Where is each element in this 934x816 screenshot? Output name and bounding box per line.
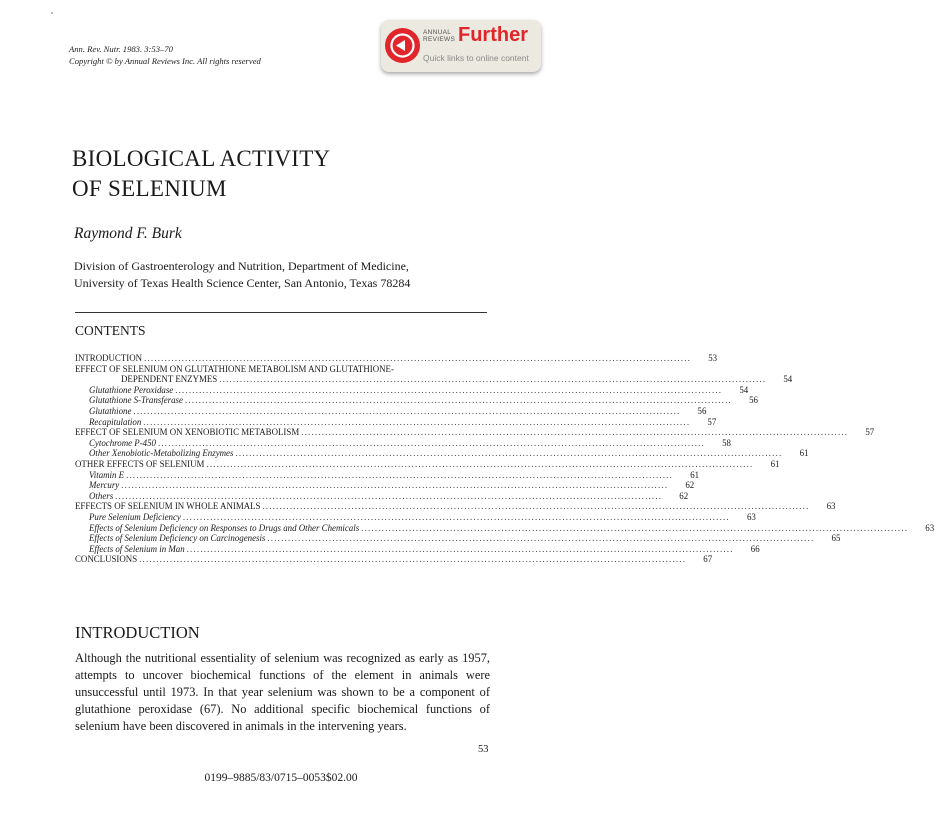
toc-entry-page: 54: [783, 374, 793, 385]
toc-entry-label: Effects of Selenium in Man: [89, 543, 185, 554]
title-line-1: BIOLOGICAL ACTIVITY: [72, 146, 331, 171]
toc-entry-label: Other Xenobiotic-Metabolizing Enzymes: [89, 448, 234, 459]
toc-entry-label: Mercury: [89, 480, 120, 491]
introduction-heading: INTRODUCTION: [75, 623, 200, 642]
table-of-contents: [75, 353, 934, 565]
toc-entry-page: 56: [697, 405, 707, 416]
toc-entry[interactable]: [75, 501, 836, 512]
author-name: Raymond F. Burk: [74, 225, 182, 242]
toc-entry-page: 65: [831, 533, 841, 544]
article-title: [72, 144, 330, 204]
toc-entry[interactable]: [75, 437, 731, 449]
toc-leader-dots: ................................................................................................................................................................: [157, 437, 705, 448]
toc-leader-dots: ................................................................................................................................................................: [143, 416, 691, 427]
toc-leader-dots: ................................................................................................................................................................: [126, 469, 674, 480]
toc-entry-label: Glutathione: [89, 405, 132, 416]
toc-entry-page: 58: [722, 437, 731, 448]
annual-reviews-wordmark: ANNUAL REVIEWS: [423, 29, 456, 43]
annual-reviews-further-banner[interactable]: [381, 20, 541, 72]
toc-entry[interactable]: [75, 480, 695, 491]
toc-leader-dots: ................................................................................................................................................................: [182, 511, 730, 522]
toc-entry-label: Pure Selenium Deficiency: [89, 511, 181, 522]
toc-entry[interactable]: [75, 427, 875, 438]
toc-leader-dots: ................................................................................................................................................................: [301, 427, 849, 438]
toc-entry[interactable]: [75, 416, 717, 428]
quick-links-text: Quick links to online content: [423, 53, 529, 63]
toc-entry[interactable]: [75, 405, 707, 417]
toc-leader-dots: ................................................................................................................................................................: [219, 374, 767, 385]
toc-entry[interactable]: [75, 522, 934, 534]
toc-entry-label: CONCLUSIONS: [75, 554, 138, 565]
toc-entry[interactable]: [75, 458, 780, 470]
citation-line-2: Copyright © by Annual Reviews Inc. All rights reserved: [69, 56, 261, 66]
toc-entry-page: 63: [826, 501, 836, 512]
toc-leader-dots: ................................................................................................................................................................: [361, 522, 909, 533]
toc-leader-dots: ................................................................................................................................................................: [139, 554, 687, 565]
toc-entry[interactable]: [75, 469, 700, 481]
toc-entry[interactable]: [75, 353, 718, 364]
contents-heading: CONTENTS: [75, 323, 146, 338]
toc-entry-label: DEPENDENT ENZYMES: [121, 374, 218, 385]
toc-entry-page: 63: [925, 522, 934, 533]
toc-entry[interactable]: [75, 490, 689, 502]
article-code: 0199–9885/83/0715–0053$02.00: [204, 772, 358, 784]
author-affiliation: Division of Gastroenterology and Nutrition, Department of Medicine, University of Texas Health Science Center, San Antonio, Texas 78284: [74, 259, 411, 290]
toc-leader-dots: ................................................................................................................................................................: [133, 405, 681, 416]
toc-entry[interactable]: [75, 511, 756, 523]
toc-entry[interactable]: [75, 395, 758, 406]
toc-entry-page: 62: [685, 480, 695, 491]
toc-entry-page: 61: [770, 458, 780, 469]
toc-entry-label: Recapitulation: [89, 416, 142, 427]
toc-entry[interactable]: [75, 448, 809, 459]
toc-leader-dots: ................................................................................................................................................................: [115, 490, 663, 501]
toc-entry-label: EFFECTS OF SELENIUM IN WHOLE ANIMALS: [75, 501, 261, 512]
toc-entry-page: 57: [865, 427, 875, 438]
citation-line-1: Ann. Rev. Nutr. 1983. 3:53–70: [69, 44, 173, 54]
introduction-paragraph: Although the nutritional essentiality of selenium was recognized as early as 1957, attempts to uncover biochemical functions of the element in animals were unsuccessful until 1973. In that year selenium was shown to be a component of glutathione peroxidase (67). No additional specific biochemical functions of selenium have been discovered in animals in the intervening years.: [75, 651, 490, 734]
toc-entry-page: 67: [703, 554, 713, 565]
toc-entry-label: Effects of Selenium Deficiency on Carcinogenesis: [89, 533, 266, 544]
further-wordmark: Further: [458, 24, 528, 46]
page-number: 53: [478, 744, 489, 755]
toc-entry-label: INTRODUCTION: [75, 353, 143, 363]
toc-entry[interactable]: [75, 543, 760, 555]
toc-entry-page: 61: [690, 469, 700, 480]
toc-leader-dots: ................................................................................................................................................................: [184, 395, 732, 406]
toc-entry-page: 56: [749, 395, 758, 406]
toc-entry[interactable]: [75, 533, 841, 544]
toc-leader-dots: ................................................................................................................................................................: [186, 543, 734, 554]
toc-leader-dots: ................................................................................................................................................................: [144, 353, 692, 363]
toc-leader-dots: ................................................................................................................................................................: [175, 384, 723, 395]
title-line-2: OF SELENIUM: [72, 176, 227, 201]
play-back-icon: [385, 28, 420, 63]
toc-entry[interactable]: [75, 374, 793, 385]
toc-entry-label: EFFECT OF SELENIUM ON GLUTATHIONE METABOLISM AND GLUTATHIONE-: [75, 363, 394, 374]
toc-entry-page: 63: [746, 511, 756, 522]
toc-entry-page: 66: [750, 543, 760, 554]
corner-mark: [51, 12, 53, 14]
journal-citation: [69, 43, 261, 67]
toc-entry-page: 62: [679, 490, 689, 501]
toc-leader-dots: ................................................................................................................................................................: [262, 501, 810, 512]
toc-entry-label: Effects of Selenium Deficiency on Responses to Drugs and Other Chemicals: [89, 522, 360, 533]
toc-entry[interactable]: [75, 364, 487, 375]
toc-entry-label: EFFECT OF SELENIUM ON XENOBIOTIC METABOLISM: [75, 427, 300, 438]
toc-entry-label: Glutathione S-Transferase: [89, 395, 183, 406]
toc-entry-page: 61: [799, 448, 809, 459]
toc-entry[interactable]: [75, 384, 749, 396]
toc-entry-label: Cytochrome P-450: [89, 437, 156, 448]
toc-leader-dots: ................................................................................................................................................................: [267, 533, 815, 544]
toc-entry-page: 53: [708, 353, 718, 363]
toc-entry-page: 54: [739, 384, 749, 395]
toc-entry-label: Glutathione Peroxidase: [89, 384, 174, 395]
toc-leader-dots: ................................................................................................................................................................: [121, 480, 669, 491]
toc-leader-dots: ................................................................................................................................................................: [206, 458, 754, 469]
toc-entry-label: Others: [89, 490, 114, 501]
toc-leader-dots: ................................................................................................................................................................: [235, 448, 783, 459]
toc-entry-label: Vitamin E: [89, 469, 125, 480]
toc-entry-page: 57: [707, 416, 717, 427]
toc-entry-label: OTHER EFFECTS OF SELENIUM: [75, 458, 205, 469]
section-divider: [75, 312, 487, 313]
toc-entry[interactable]: [75, 554, 713, 565]
